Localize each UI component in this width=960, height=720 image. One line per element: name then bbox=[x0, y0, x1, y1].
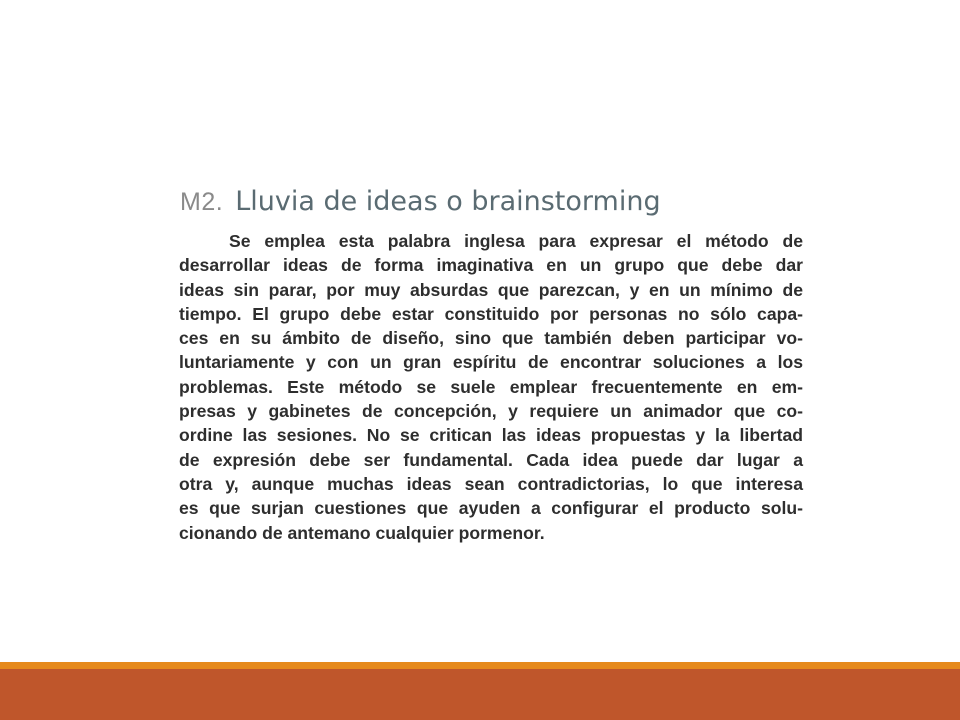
paragraph-line: ces en su ámbito de diseño, sino que también deben participar vo- bbox=[179, 328, 803, 349]
section-title: Lluvia de ideas o brainstorming bbox=[235, 186, 661, 217]
section-heading bbox=[180, 186, 661, 217]
paragraph-line: ideas sin parar, por muy absurdas que parezcan, y en un mínimo de bbox=[179, 279, 803, 300]
paragraph-line: desarrollar ideas de forma imaginativa en un grupo que debe dar bbox=[179, 255, 803, 276]
paragraph-line: ordine las sesiones. No se critican las ideas propuestas y la libertad bbox=[179, 425, 803, 446]
section-code: M2. bbox=[180, 188, 224, 216]
paragraph-line: otra y, aunque muchas ideas sean contradictorias, lo que interesa bbox=[179, 473, 803, 494]
paragraph-line: luntariamente y con un gran espíritu de encontrar soluciones a los bbox=[179, 352, 803, 373]
paragraph-line: problemas. Este método se suele emplear frecuentemente en em- bbox=[179, 376, 803, 397]
paragraph-line: cionando de antemano cualquier pormenor. bbox=[179, 522, 545, 543]
paragraph-line: de expresión debe ser fundamental. Cada idea puede dar lugar a bbox=[179, 449, 803, 470]
paragraph-line: tiempo. El grupo debe estar constituido por personas no sólo capa- bbox=[179, 303, 803, 324]
footer-accent-stripe bbox=[0, 662, 960, 669]
paragraph-line: es que surjan cuestiones que ayuden a configurar el producto solu- bbox=[179, 498, 803, 519]
footer-bar bbox=[0, 669, 960, 720]
paragraph-line: presas y gabinetes de concepción, y requiere un animador que co- bbox=[179, 401, 803, 422]
body-paragraph bbox=[179, 229, 803, 545]
paragraph-line: Se emplea esta palabra inglesa para expresar el método de bbox=[229, 231, 803, 251]
